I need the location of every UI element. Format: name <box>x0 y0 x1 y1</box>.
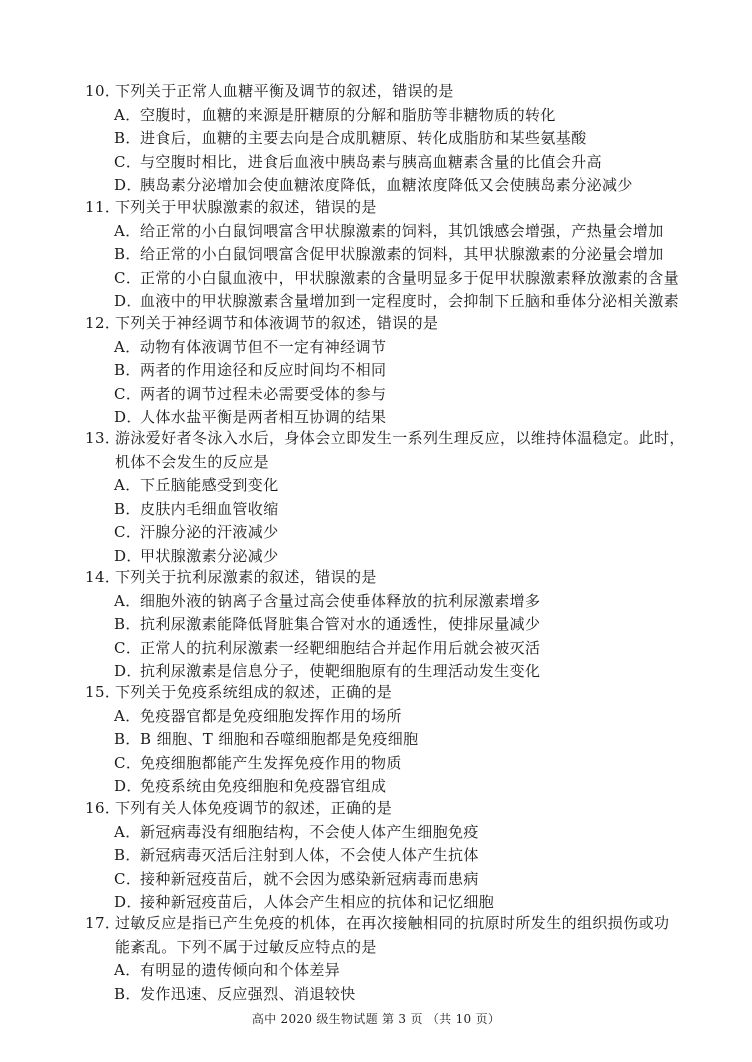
question-17 <box>85 912 686 1006</box>
option-text: 抗利尿激素是信息分子，使靶细胞原有的生理活动发生变化 <box>140 662 541 680</box>
option-text: 接种新冠疫苗后，人体会产生相应的抗体和记忆细胞 <box>140 893 495 911</box>
option-label: C． <box>114 869 142 888</box>
option <box>85 336 686 360</box>
option-label: A． <box>114 706 141 725</box>
option <box>85 104 686 128</box>
option-text: 免疫器官都是免疫细胞发挥作用的场所 <box>140 706 402 725</box>
option-text: 新冠病毒没有细胞结构，不会使人体产生细胞免疫 <box>140 822 479 841</box>
option-text: 发作迅速、反应强烈、消退较快 <box>140 984 356 1003</box>
option-text: 两者的调节过程未必需要受体的参与 <box>140 384 387 403</box>
option <box>85 383 686 407</box>
option-text: 给正常的小白鼠饲喂富含甲状腺激素的饲料，其饥饿感会增强，产热量会增加 <box>140 221 664 240</box>
question-stem <box>85 312 686 336</box>
option <box>85 406 686 430</box>
option-label: C． <box>114 268 142 287</box>
option <box>85 959 686 983</box>
question-stem <box>85 427 686 451</box>
option-label: D． <box>114 546 142 565</box>
question-number: 14． <box>85 568 121 586</box>
option <box>85 127 686 151</box>
option-label: A． <box>114 337 141 356</box>
option-label: A． <box>114 822 141 841</box>
option-text: 给正常的小白鼠饲喂富含促甲状腺激素的饲料，其甲状腺激素的分泌量会增加 <box>140 245 664 263</box>
option <box>85 290 686 314</box>
question-text: 游泳爱好者冬泳入水后，身体会立即发生一系列生理反应，以维持体温稳定。此时， <box>115 429 685 447</box>
question-stem <box>85 566 686 590</box>
option-label: A． <box>114 476 141 494</box>
option <box>85 844 686 868</box>
option <box>85 267 686 291</box>
option <box>85 660 686 684</box>
option-text: 动物有体液调节但不一定有神经调节 <box>140 337 387 356</box>
option-label: D． <box>114 662 142 680</box>
option-text: 正常的小白鼠血液中，甲状腺激素的含量明显多于促甲状腺激素释放激素的含量 <box>140 268 680 287</box>
option-label: B． <box>114 129 141 147</box>
question-number: 16． <box>85 799 121 817</box>
option <box>85 474 686 498</box>
question-stem <box>85 80 686 104</box>
question-14 <box>85 566 686 684</box>
option-text: 正常人的抗利尿激素一经靶细胞结合并起作用后就会被灭活 <box>140 638 541 657</box>
option <box>85 728 686 752</box>
question-number: 15． <box>85 683 121 701</box>
option-text: 人体水盐平衡是两者相互协调的结果 <box>140 408 387 426</box>
option <box>85 613 686 637</box>
option-text: B 细胞、T 细胞和吞噬细胞都是免疫细胞 <box>140 730 419 748</box>
question-text: 下列关于神经调节和体液调节的叙述，错误的是 <box>115 314 439 332</box>
page-footer: 高中 2020 级生物试题 第 3 页 （共 10 页） <box>251 1012 501 1026</box>
question-text: 下列有关人体免疫调节的叙述，正确的是 <box>115 799 393 817</box>
option-label: C． <box>114 638 142 657</box>
option <box>85 151 686 175</box>
option-text: 胰岛素分泌增加会使血糖浓度降低，血糖浓度降低又会使胰岛素分泌减少 <box>140 176 633 194</box>
option-text: 甲状腺激素分泌减少 <box>140 546 279 565</box>
option-text: 进食后，血糖的主要去向是合成肌糖原、转化成脂肪和某些氨基酸 <box>140 129 587 147</box>
option-label: D． <box>114 777 142 795</box>
option-label: B． <box>114 984 141 1003</box>
option-text: 接种新冠疫苗后，就不会因为感染新冠病毒而患病 <box>140 869 479 888</box>
option <box>85 637 686 661</box>
option <box>85 983 686 1007</box>
option-text: 细胞外液的钠离子含量过高会使垂体释放的抗利尿激素增多 <box>140 591 541 610</box>
option-text: 免疫细胞都能产生发挥免疫作用的物质 <box>140 753 402 772</box>
option-label: C． <box>114 384 142 403</box>
option-text: 抗利尿激素能降低肾脏集合管对水的通透性，使排尿量减少 <box>140 615 541 633</box>
question-stem <box>85 797 686 821</box>
question-12 <box>85 312 686 430</box>
option-label: D． <box>114 408 142 426</box>
option-text: 下丘脑能感受到变化 <box>140 476 279 494</box>
question-number: 11． <box>85 198 121 216</box>
option-label: D． <box>114 292 142 310</box>
question-text: 过敏反应是指已产生免疫的机体，在再次接触相同的抗原时所发生的组织损伤或功 <box>115 914 670 932</box>
option <box>85 243 686 267</box>
question-stem <box>85 681 686 705</box>
question-11 <box>85 196 686 314</box>
option <box>85 821 686 845</box>
option-label: B． <box>114 361 141 379</box>
question-text-continued: 机体不会发生的反应是 <box>115 452 270 471</box>
option-label: C． <box>114 152 142 171</box>
option-label: D． <box>114 176 142 194</box>
option <box>85 891 686 915</box>
question-number: 12． <box>85 314 121 332</box>
question-text-continued: 能紊乱。下列不属于过敏反应特点的是 <box>115 937 377 956</box>
question-13 <box>85 427 686 568</box>
option-label: B． <box>114 730 141 748</box>
question-text: 下列关于免疫系统组成的叙述，正确的是 <box>115 683 393 701</box>
option-label: C． <box>114 523 142 541</box>
option <box>85 590 686 614</box>
question-number: 17． <box>85 914 121 932</box>
option-text: 新冠病毒灭活后注射到人体，不会使人体产生抗体 <box>140 846 479 864</box>
question-10 <box>85 80 686 198</box>
option-text: 有明显的遗传倾向和个体差异 <box>140 961 341 979</box>
option-text: 皮肤内毛细血管收缩 <box>140 499 279 518</box>
option <box>85 359 686 383</box>
option-label: A． <box>114 591 141 610</box>
option <box>85 775 686 799</box>
option-label: D． <box>114 893 142 911</box>
option-label: C． <box>114 753 142 772</box>
option <box>85 521 686 545</box>
option-label: A． <box>114 961 141 979</box>
option-text: 免疫系统由免疫细胞和免疫器官组成 <box>140 777 387 795</box>
question-text: 下列关于甲状腺激素的叙述，错误的是 <box>115 198 377 216</box>
option <box>85 498 686 522</box>
option-text: 与空腹时相比，进食后血液中胰岛素与胰高血糖素含量的比值会升高 <box>140 152 603 171</box>
option-label: B． <box>114 245 141 263</box>
option-text: 汗腺分泌的汗液减少 <box>140 523 279 541</box>
question-text: 下列关于抗利尿激素的叙述，错误的是 <box>115 568 377 586</box>
option-label: A． <box>114 105 141 124</box>
question-stem <box>85 196 686 220</box>
option-label: B． <box>114 615 141 633</box>
question-stem <box>85 912 686 936</box>
option <box>85 705 686 729</box>
option-label: B． <box>114 499 141 518</box>
question-number: 13． <box>85 429 121 447</box>
option <box>85 174 686 198</box>
option <box>85 868 686 892</box>
option-text: 血液中的甲状腺激素含量增加到一定程度时，会抑制下丘脑和垂体分泌相关激素 <box>140 292 680 310</box>
option <box>85 752 686 776</box>
option <box>85 220 686 244</box>
question-text: 下列关于正常人血糖平衡及调节的叙述，错误的是 <box>115 82 454 100</box>
question-15 <box>85 681 686 799</box>
question-16 <box>85 797 686 915</box>
option-label: A． <box>114 221 141 240</box>
option <box>85 545 686 569</box>
question-number: 10． <box>85 82 121 100</box>
option-text: 两者的作用途径和反应时间均不相同 <box>140 361 387 379</box>
option-text: 空腹时，血糖的来源是肝糖原的分解和脂肪等非糖物质的转化 <box>140 105 556 124</box>
option-label: B． <box>114 846 141 864</box>
